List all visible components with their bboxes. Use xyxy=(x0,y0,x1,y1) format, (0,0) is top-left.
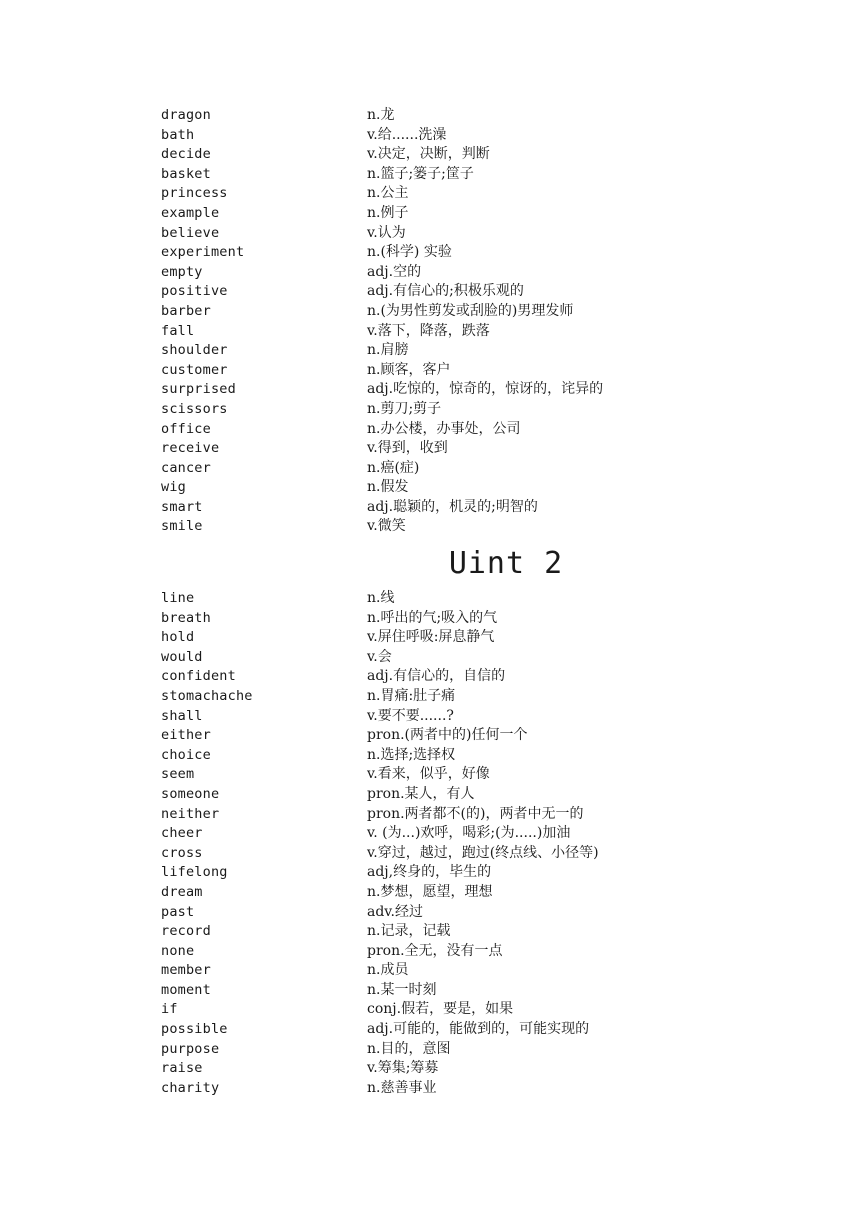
vocab-word: either xyxy=(161,727,211,744)
vocab-row xyxy=(161,517,781,537)
vocab-row xyxy=(161,1059,781,1079)
vocab-meaning: n.慈善事业 xyxy=(367,1079,437,1096)
vocab-meaning: n.办公楼，办事处，公司 xyxy=(367,420,521,437)
vocab-row xyxy=(161,204,781,224)
vocab-meaning: n.选择;选择权 xyxy=(367,746,456,763)
vocab-word: smart xyxy=(161,498,203,515)
vocab-meaning: n.呼出的气;吸入的气 xyxy=(367,609,498,626)
vocab-meaning: v.认为 xyxy=(367,224,406,241)
vocab-meaning: v.筹集;筹募 xyxy=(367,1060,439,1077)
vocab-row xyxy=(161,400,781,420)
vocab-word: lifelong xyxy=(161,864,228,881)
vocab-word: would xyxy=(161,648,203,665)
vocab-meaning: pron.(两者中的)任何一个 xyxy=(367,727,528,744)
vocab-row xyxy=(161,1020,781,1040)
vocab-meaning: n.公主 xyxy=(367,185,409,202)
vocab-word: neither xyxy=(161,805,220,822)
vocab-word: basket xyxy=(161,165,211,182)
vocab-meaning: n.梦想，愿望，理想 xyxy=(367,883,493,900)
vocab-row xyxy=(161,322,781,342)
vocab-word: decide xyxy=(161,146,211,163)
vocab-row xyxy=(161,824,781,844)
vocab-word: shall xyxy=(161,707,203,724)
vocab-meaning: n.篮子;篓子;筐子 xyxy=(367,165,474,182)
vocab-row xyxy=(161,224,781,244)
vocab-meaning: v.要不要......? xyxy=(367,707,454,724)
vocab-meaning: adj,终身的，毕生的 xyxy=(367,864,492,881)
vocab-row xyxy=(161,589,781,609)
vocab-row xyxy=(161,687,781,707)
vocab-row xyxy=(161,765,781,785)
vocab-meaning: n.例子 xyxy=(367,204,409,221)
vocab-meaning: conj.假若，要是，如果 xyxy=(367,1001,514,1018)
vocab-meaning: v.看来，似乎，好像 xyxy=(367,766,490,783)
vocab-word: princess xyxy=(161,185,228,202)
vocab-row xyxy=(161,380,781,400)
vocab-row xyxy=(161,478,781,498)
vocab-row xyxy=(161,145,781,165)
vocab-word: record xyxy=(161,923,211,940)
vocab-row xyxy=(161,785,781,805)
vocab-meaning: n.线 xyxy=(367,590,395,606)
vocab-meaning: n.(科学) 实验 xyxy=(367,244,452,261)
vocab-word: possible xyxy=(161,1021,228,1038)
vocab-row xyxy=(161,903,781,923)
vocab-word: raise xyxy=(161,1060,203,1077)
vocab-meaning: n.(为男性剪发或刮脸的)男理发师 xyxy=(367,302,574,319)
vocab-row xyxy=(161,609,781,629)
vocab-word: wig xyxy=(161,479,186,496)
vocab-meaning: pron.某人，有人 xyxy=(367,785,475,802)
vocab-word: smile xyxy=(161,518,203,535)
vocab-word: stomachache xyxy=(161,687,253,704)
vocab-word: surprised xyxy=(161,381,236,398)
vocab-meaning: n.癌(症) xyxy=(367,459,420,476)
vocab-word: dream xyxy=(161,883,203,900)
vocab-row xyxy=(161,1000,781,1020)
vocab-meaning: adj.空的 xyxy=(367,263,422,280)
vocab-meaning: adj.有信心的，自信的 xyxy=(367,668,506,685)
vocab-row xyxy=(161,707,781,727)
vocab-word: positive xyxy=(161,283,228,300)
vocab-word: seem xyxy=(161,766,195,783)
vocab-meaning: v.给......洗澡 xyxy=(367,126,447,143)
vocab-row xyxy=(161,726,781,746)
vocab-row xyxy=(161,439,781,459)
vocab-meaning: n.龙 xyxy=(367,107,395,123)
vocab-meaning: n.某一时刻 xyxy=(367,981,437,998)
vocab-row xyxy=(161,126,781,146)
vocab-row xyxy=(161,883,781,903)
vocab-word: moment xyxy=(161,981,211,998)
vocab-row xyxy=(161,302,781,322)
vocab-meaning: adj.聪颖的，机灵的;明智的 xyxy=(367,498,538,515)
vocab-meaning: v.得到，收到 xyxy=(367,440,448,457)
vocab-word: dragon xyxy=(161,107,211,123)
vocab-word: experiment xyxy=(161,244,245,261)
vocab-word: choice xyxy=(161,746,211,763)
vocab-row xyxy=(161,165,781,185)
unit-1-word-list xyxy=(161,106,781,537)
vocab-meaning: n.胃痛:肚子痛 xyxy=(367,687,456,704)
vocab-word: charity xyxy=(161,1079,220,1096)
vocab-meaning: n.目的，意图 xyxy=(367,1040,451,1057)
vocab-row xyxy=(161,981,781,1001)
vocab-row xyxy=(161,243,781,263)
vocab-row xyxy=(161,805,781,825)
vocab-row xyxy=(161,341,781,361)
vocab-word: hold xyxy=(161,629,195,646)
vocab-word: line xyxy=(161,590,195,606)
vocab-row xyxy=(161,648,781,668)
vocab-word: bath xyxy=(161,126,195,143)
vocab-word: receive xyxy=(161,440,220,457)
vocab-meaning: pron.两者都不(的)，两者中无一的 xyxy=(367,805,584,822)
vocab-meaning: v. (为...)欢呼，喝彩;(为.....)加油 xyxy=(367,825,571,842)
vocab-row xyxy=(161,942,781,962)
vocab-row xyxy=(161,1040,781,1060)
vocab-row xyxy=(161,863,781,883)
vocab-row xyxy=(161,667,781,687)
vocab-meaning: v.屏住呼吸:屏息静气 xyxy=(367,629,495,646)
vocab-row xyxy=(161,361,781,381)
vocab-word: fall xyxy=(161,322,195,339)
vocab-row xyxy=(161,184,781,204)
vocab-meaning: adv.经过 xyxy=(367,903,424,920)
vocab-meaning: adj.可能的，能做到的，可能实现的 xyxy=(367,1021,590,1038)
vocab-word: past xyxy=(161,903,195,920)
vocab-word: breath xyxy=(161,609,211,626)
vocab-meaning: n.顾客，客户 xyxy=(367,361,451,378)
vocab-word: if xyxy=(161,1001,178,1018)
vocab-row xyxy=(161,106,781,126)
vocab-row xyxy=(161,459,781,479)
vocab-meaning: v.穿过，越过，跑过(终点线、小径等) xyxy=(367,844,599,861)
vocab-row xyxy=(161,282,781,302)
vocab-row xyxy=(161,498,781,518)
vocab-meaning: adj.吃惊的，惊奇的，惊讶的，诧异的 xyxy=(367,381,604,398)
vocab-word: member xyxy=(161,962,211,979)
vocab-row xyxy=(161,420,781,440)
vocab-word: shoulder xyxy=(161,342,228,359)
vocab-meaning: v.决定，决断，判断 xyxy=(367,146,490,163)
vocab-meaning: n.剪刀;剪子 xyxy=(367,400,442,417)
unit-2-word-list xyxy=(161,589,781,1098)
vocab-word: office xyxy=(161,420,211,437)
vocab-meaning: v.落下，降落，跌落 xyxy=(367,322,490,339)
vocab-word: none xyxy=(161,942,195,959)
vocab-word: example xyxy=(161,204,220,221)
vocab-word: cheer xyxy=(161,825,203,842)
vocab-row xyxy=(161,1079,781,1099)
vocab-row xyxy=(161,263,781,283)
vocab-word: customer xyxy=(161,361,228,378)
unit-2-title: Uint 2 xyxy=(448,546,564,581)
vocab-row xyxy=(161,961,781,981)
vocab-word: cancer xyxy=(161,459,211,476)
vocab-meaning: v.会 xyxy=(367,648,392,665)
vocab-meaning: v.微笑 xyxy=(367,518,406,535)
vocab-row xyxy=(161,922,781,942)
vocab-word: believe xyxy=(161,224,220,241)
vocab-meaning: n.肩膀 xyxy=(367,342,409,359)
vocab-meaning: n.记录，记载 xyxy=(367,923,451,940)
vocab-row xyxy=(161,746,781,766)
vocab-meaning: n.成员 xyxy=(367,962,409,979)
vocab-word: confident xyxy=(161,668,236,685)
vocab-word: purpose xyxy=(161,1040,220,1057)
vocab-meaning: pron.全无，没有一点 xyxy=(367,942,503,959)
vocab-meaning: n.假发 xyxy=(367,479,409,496)
vocab-word: cross xyxy=(161,844,203,861)
vocab-meaning: adj.有信心的;积极乐观的 xyxy=(367,283,524,300)
vocab-word: barber xyxy=(161,302,211,319)
vocab-row xyxy=(161,844,781,864)
vocab-row xyxy=(161,628,781,648)
vocab-word: empty xyxy=(161,263,203,280)
vocab-word: someone xyxy=(161,785,220,802)
vocab-word: scissors xyxy=(161,400,228,417)
